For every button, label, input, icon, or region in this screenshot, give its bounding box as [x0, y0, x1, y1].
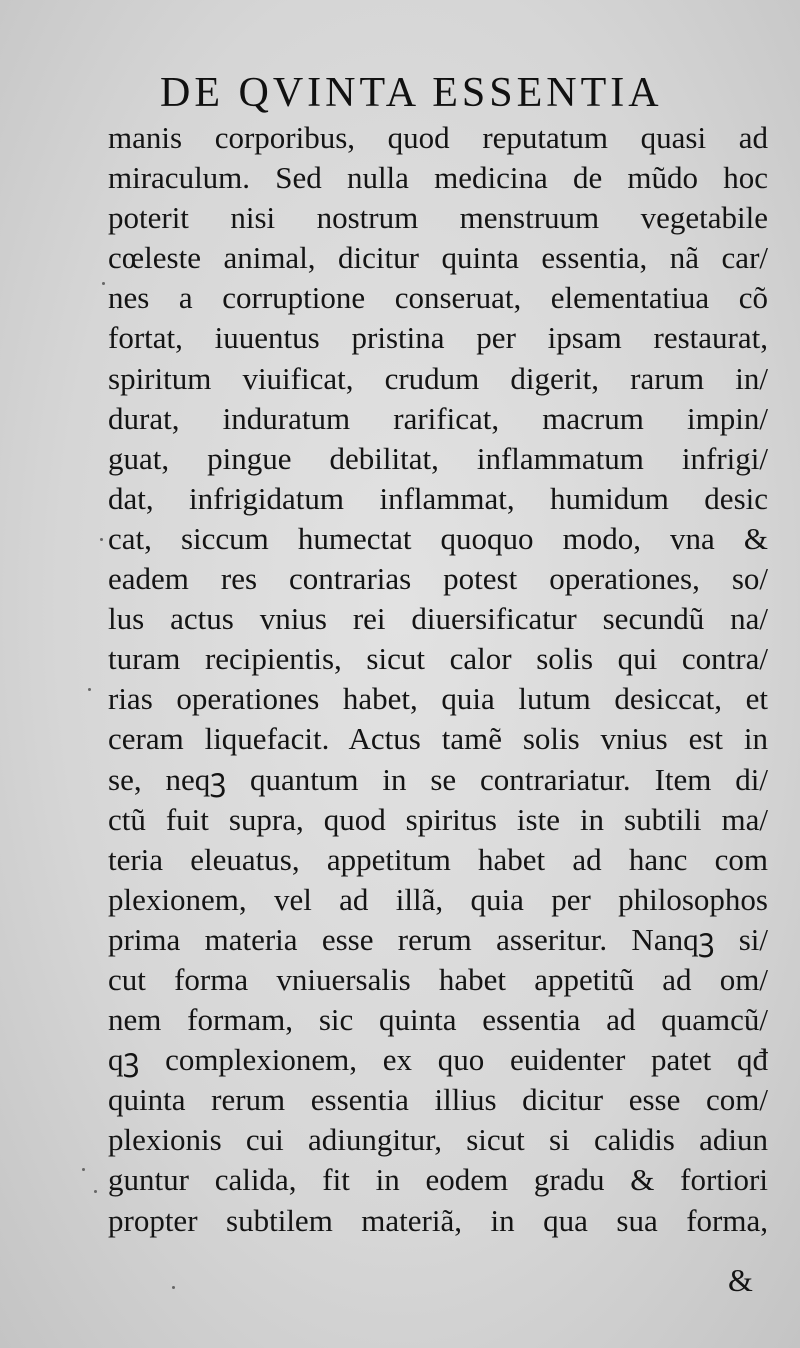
ink-speck: [102, 282, 105, 285]
text-line: plexionem, vel ad illã, quia per philosophos: [108, 881, 768, 917]
text-line: durat, induratum rarificat, macrum impin/: [108, 400, 768, 436]
text-line: nem formam, sic quinta essentia ad quamcũ/: [108, 1002, 768, 1038]
text-line: dat, infrigidatum inflammat, humidum desic: [108, 480, 768, 516]
text-line: cœleste animal, dicitur quinta essentia, nã car/: [108, 240, 768, 276]
text-line: rias operationes habet, quia lutum desiccat, et: [108, 681, 768, 717]
running-header: DE QVINTA ESSENTIA: [160, 70, 663, 116]
text-line: guat, pingue debilitat, inflammatum infrigi/: [108, 440, 768, 476]
text-line: qꝫ complexionem, ex quo euidenter patet qđ: [108, 1042, 768, 1078]
text-body: [108, 118, 768, 1241]
catchword: &: [728, 1262, 753, 1298]
text-line: cut forma vniuersalis habet appetitũ ad om/: [108, 961, 768, 997]
text-line: fortat, iuuentus pristina per ipsam restaurat,: [108, 320, 768, 356]
text-line: cat, siccum humectat quoquo modo, vna &: [108, 520, 768, 556]
text-line: ctũ fuit supra, quod spiritus iste in subtili ma/: [108, 801, 768, 837]
ink-speck: [100, 538, 103, 541]
text-line: teria eleuatus, appetitum habet ad hanc com: [108, 841, 768, 877]
text-line: propter subtilem materiã, in qua sua forma,: [108, 1202, 768, 1238]
ink-speck: [82, 1168, 85, 1171]
text-line: turam recipientis, sicut calor solis qui contra/: [108, 641, 768, 677]
text-line: nes a corruptione conseruat, elementatiua cõ: [108, 280, 768, 316]
text-line: quinta rerum essentia illius dicitur esse com/: [108, 1082, 768, 1118]
text-line: manis corporibus, quod reputatum quasi ad: [108, 120, 768, 155]
text-line: miraculum. Sed nulla medicina de mũdo hoc: [108, 160, 768, 196]
text-line: plexionis cui adiungitur, sicut si calidis adiun: [108, 1122, 768, 1158]
ink-speck: [88, 688, 91, 691]
ink-speck: [172, 1286, 175, 1289]
text-line: lus actus vnius rei diuersificatur secundũ na/: [108, 601, 768, 637]
text-line: prima materia esse rerum asseritur. Nanqꝫ si/: [108, 921, 768, 957]
text-line: eadem res contrarias potest operationes, so/: [108, 561, 768, 597]
text-line: poterit nisi nostrum menstruum vegetabile: [108, 200, 768, 236]
text-line: ceram liquefacit. Actus tamẽ solis vnius est in: [108, 721, 768, 757]
text-line: spiritum viuificat, crudum digerit, rarum in/: [108, 360, 768, 396]
ink-speck: [94, 1190, 97, 1193]
text-line: se, neqꝫ quantum in se contrariatur. Item di/: [108, 761, 768, 797]
text-line: guntur calida, fit in eodem gradu & fortiori: [108, 1162, 768, 1198]
